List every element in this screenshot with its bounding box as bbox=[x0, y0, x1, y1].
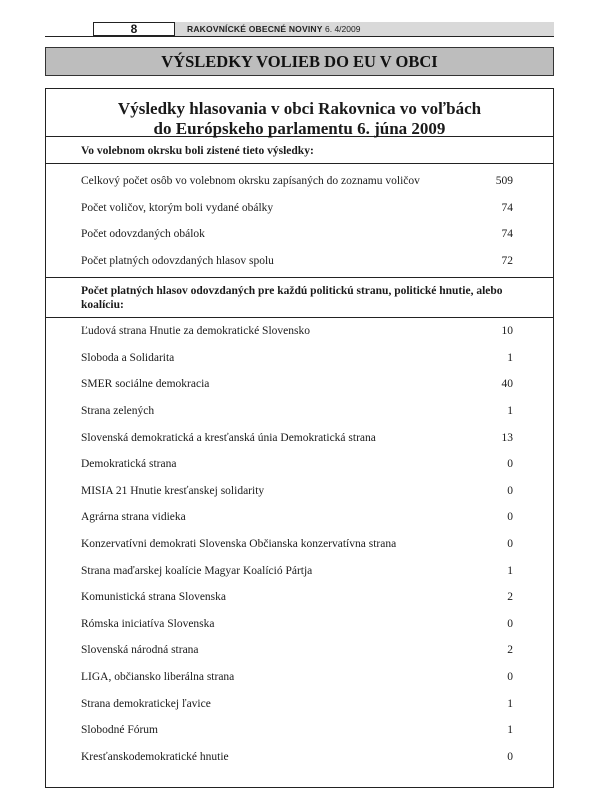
party-row bbox=[46, 424, 553, 451]
party-name: Slovenská demokratická a kresťanská únia Demokratická strana bbox=[81, 431, 376, 444]
row-value: 509 bbox=[495, 175, 513, 188]
party-name: SMER sociálne demokracia bbox=[81, 378, 210, 391]
summary-row bbox=[46, 168, 553, 195]
summary-header: Vo volebnom okrsku boli zistené tieto výsledky: bbox=[46, 137, 553, 164]
party-rows bbox=[46, 318, 553, 770]
row-value: 72 bbox=[501, 255, 513, 268]
party-name: MISIA 21 Hnutie kresťanskej solidarity bbox=[81, 484, 265, 497]
party-votes: 13 bbox=[501, 431, 513, 444]
party-name: Kresťanskodemokratické hnutie bbox=[81, 750, 229, 763]
party-name: Agrárna strana vidieka bbox=[81, 511, 186, 524]
party-name: Ľudová strana Hnutie za demokratické Slovensko bbox=[81, 325, 310, 338]
party-votes: 1 bbox=[507, 351, 513, 364]
party-votes: 0 bbox=[507, 671, 513, 684]
party-row bbox=[46, 531, 553, 558]
party-row bbox=[46, 345, 553, 372]
results-heading-line2: do Európskeho parlamentu 6. júna 2009 bbox=[153, 119, 446, 138]
party-votes: 0 bbox=[507, 617, 513, 630]
party-name: Komunistická strana Slovenska bbox=[81, 591, 227, 604]
row-label: Počet voličov, ktorým boli vydané obálky bbox=[81, 201, 274, 214]
issue-number: 6. 4/2009 bbox=[325, 24, 361, 34]
summary-row bbox=[46, 221, 553, 248]
party-name: Strana maďarskej koalície Magyar Koalíció Pártja bbox=[81, 564, 313, 577]
party-votes: 1 bbox=[507, 405, 513, 418]
results-table bbox=[45, 88, 554, 788]
party-row bbox=[46, 451, 553, 478]
row-label: Počet odovzdaných obálok bbox=[81, 228, 205, 241]
party-header: Počet platných hlasov odovzdaných pre každú politickú stranu, politické hnutie, alebo koalíciu: bbox=[46, 277, 553, 318]
results-heading-line1: Výsledky hlasovania v obci Rakovnica vo voľbách bbox=[117, 99, 482, 118]
summary-row bbox=[46, 248, 553, 275]
party-name: Slobodné Fórum bbox=[81, 724, 158, 737]
party-votes: 40 bbox=[501, 378, 513, 391]
header-rule bbox=[45, 36, 554, 37]
party-name: Konzervatívni demokrati Slovenska Občianska konzervatívna strana bbox=[81, 538, 397, 551]
party-name: Strana zelených bbox=[81, 405, 155, 418]
party-votes: 0 bbox=[507, 511, 513, 524]
party-row bbox=[46, 318, 553, 345]
party-votes: 0 bbox=[507, 538, 513, 551]
party-row bbox=[46, 584, 553, 611]
party-name: Sloboda a Solidarita bbox=[81, 351, 175, 364]
party-votes: 2 bbox=[507, 591, 513, 604]
party-votes: 10 bbox=[501, 325, 513, 338]
party-votes: 2 bbox=[507, 644, 513, 657]
results-heading bbox=[46, 89, 553, 137]
party-row bbox=[46, 611, 553, 638]
party-row bbox=[46, 478, 553, 505]
section-title: VÝSLEDKY VOLIEB DO EU V OBCI bbox=[45, 47, 554, 76]
party-votes: 0 bbox=[507, 458, 513, 471]
party-votes: 1 bbox=[507, 697, 513, 710]
party-votes: 1 bbox=[507, 724, 513, 737]
row-label: Celkový počet osôb vo volebnom okrsku zapísaných do zoznamu voličov bbox=[81, 175, 420, 188]
publication-name: RAKOVNÍCKÉ OBECNÉ NOVINY bbox=[187, 24, 323, 34]
summary-row bbox=[46, 195, 553, 222]
party-name: Rómska iniciatíva Slovenska bbox=[81, 617, 215, 630]
page-header bbox=[45, 22, 554, 36]
party-row bbox=[46, 717, 553, 744]
party-row bbox=[46, 398, 553, 425]
party-votes: 0 bbox=[507, 750, 513, 763]
party-name: Demokratická strana bbox=[81, 458, 177, 471]
party-name: Slovenská národná strana bbox=[81, 644, 199, 657]
party-row bbox=[46, 637, 553, 664]
party-votes: 1 bbox=[507, 564, 513, 577]
party-row bbox=[46, 744, 553, 771]
summary-rows bbox=[46, 164, 553, 277]
party-name: Strana demokratickej ľavice bbox=[81, 697, 211, 710]
publication-info bbox=[187, 23, 360, 35]
party-row bbox=[46, 664, 553, 691]
party-row bbox=[46, 504, 553, 531]
row-label: Počet platných odovzdaných hlasov spolu bbox=[81, 255, 274, 268]
row-value: 74 bbox=[501, 228, 513, 241]
party-row bbox=[46, 690, 553, 717]
row-value: 74 bbox=[501, 201, 513, 214]
party-row bbox=[46, 371, 553, 398]
party-name: LIGA, občiansko liberálna strana bbox=[81, 671, 235, 684]
page-number: 8 bbox=[93, 22, 175, 36]
party-votes: 0 bbox=[507, 484, 513, 497]
party-row bbox=[46, 557, 553, 584]
